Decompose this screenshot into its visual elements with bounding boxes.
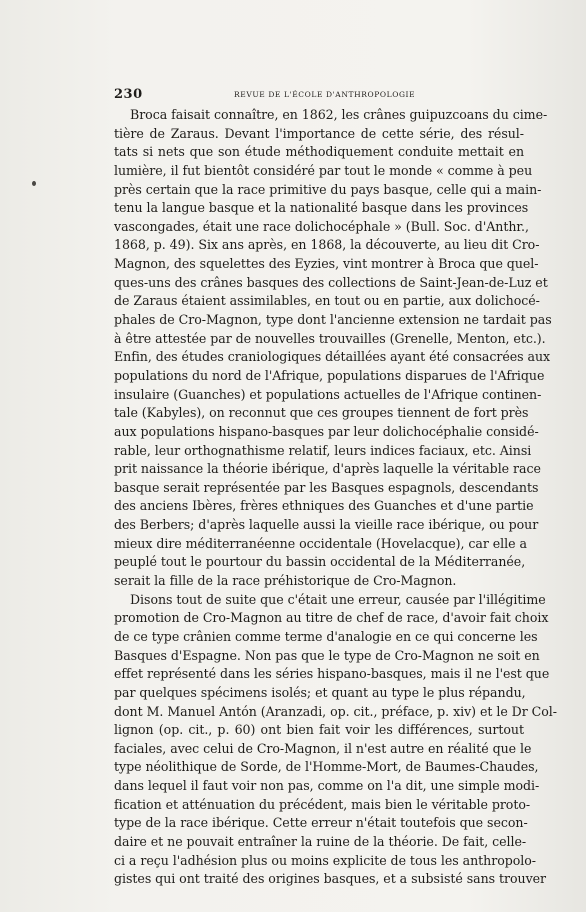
text-line: lignon (op. cit., p. 60) ont bien fait voir les différences, surtout — [114, 722, 524, 738]
text-line: effet représenté dans les séries hispano-basques, mais il ne l'est que — [114, 666, 550, 682]
text-line: promotion de Cro-Magnon au titre de chef de race, d'avoir fait choix — [114, 610, 549, 626]
text-line: 1868, p. 49). Six ans après, en 1868, la découverte, au lieu dit Cro- — [114, 237, 540, 253]
text-line: daire et ne pouvait entraîner la ruine de la théorie. De fait, celle- — [114, 833, 527, 849]
text-line: basque serait représentée par les Basques espagnols, descendants — [114, 479, 539, 495]
text-line: insulaire (Guanches) et populations actuelles de l'Afrique continen- — [114, 386, 542, 402]
text-line: des anciens Ibères, frères ethniques des Guanches et d'une partie — [114, 498, 534, 514]
text-line: Magnon, des squelettes des Eyzies, vint montrer à Broca que quel- — [114, 256, 539, 272]
text-line: de ce type crânien comme terme d'analogie en ce qui concerne les — [114, 628, 538, 644]
text-line: type de la race ibérique. Cette erreur n'était toutefois que secon- — [114, 815, 528, 831]
text-line: phales de Cro-Magnon, type dont l'ancienne extension ne tardait pas — [114, 312, 552, 328]
text-line: des Berbers; d'après laquelle aussi la vieille race ibérique, ou pour — [114, 517, 539, 533]
text-line: Basques d'Espagne. Non pas que le type de Cro-Magnon ne soit en — [114, 647, 540, 663]
text-line: ci a reçu l'adhésion plus ou moins explicite de tous les anthropolo- — [114, 852, 536, 868]
journal-title: REVUE DE L'ÉCOLE D'ANTHROPOLOGIE — [234, 90, 416, 99]
text-line: mieux dire méditerranéenne occidentale (Hovelacque), car elle a — [114, 535, 527, 551]
text-line: tière de Zaraus. Devant l'importance de cette série, des résul- — [114, 125, 524, 141]
text-line: dans lequel il faut voir non pas, comme on l'a dit, une simple modi- — [114, 778, 540, 794]
text-line: ques-uns des crânes basques des collections de Saint-Jean-de-Luz et — [114, 274, 548, 290]
text-line: peuplé tout le pourtour du bassin occidental de la Méditerranée, — [114, 554, 526, 570]
text-line: Enfin, des études craniologiques détaillées ayant été consacrées aux — [114, 349, 551, 365]
text-line: tale (Kabyles), on reconnut que ces groupes tiennent de fort près — [114, 405, 529, 421]
text-line: rable, leur orthognathisme relatif, leurs indices faciaux, etc. Ainsi — [114, 442, 532, 458]
text-line: de Zaraus étaient assimilables, en tout ou en partie, aux dolichocé- — [114, 293, 540, 309]
text-line: dont M. Manuel Antón (Aranzadi, op. cit., préface, p. xiv) et le Dr Col- — [114, 703, 557, 719]
ink-speck — [32, 181, 36, 186]
text-line: Disons tout de suite que c'était une erreur, causée par l'illégitime — [130, 591, 546, 607]
text-line: populations du nord de l'Afrique, populations disparues de l'Afrique — [114, 367, 545, 383]
text-line: tats si nets que son étude méthodiquement conduite mettait en — [114, 144, 524, 160]
running-head — [114, 88, 524, 102]
text-line: Broca faisait connaître, en 1862, les crânes guipuzcoans du cime- — [130, 107, 548, 122]
text-line: par quelques spécimens isolés; et quant au type le plus répandu, — [114, 684, 526, 700]
text-line: faciales, avec celui de Cro-Magnon, il n'est autre en réalité que le — [114, 740, 532, 756]
page-number: 230 — [114, 87, 143, 102]
text-line: serait la fille de la race préhistorique de Cro-Magnon. — [114, 573, 457, 589]
text-line: gistes qui ont traité des origines basques, et a subsisté sans trouver — [114, 871, 547, 887]
text-line: fication et atténuation du précédent, mais bien le véritable proto- — [114, 796, 531, 812]
text-line: prit naissance la théorie ibérique, d'après laquelle la véritable race — [114, 461, 541, 477]
body-text — [114, 106, 557, 889]
text-line: lumière, il fut bientôt considéré par tout le monde « comme à peu — [114, 162, 533, 178]
text-line: vascongades, était une race dolichocéphale » (Bull. Soc. d'Anthr., — [114, 218, 529, 234]
text-line: tenu la langue basque et la nationalité basque dans les provinces — [114, 200, 529, 216]
text-line: à être attestée par de nouvelles trouvailles (Grenelle, Menton, etc.). — [114, 330, 546, 346]
text-line: près certain que la race primitive du pays basque, celle qui a main- — [114, 181, 542, 197]
text-line: aux populations hispano-basques par leur dolichocéphalie considé- — [114, 423, 539, 439]
text-line: type néolithique de Sorde, de l'Homme-Mort, de Baumes-Chaudes, — [114, 759, 539, 775]
